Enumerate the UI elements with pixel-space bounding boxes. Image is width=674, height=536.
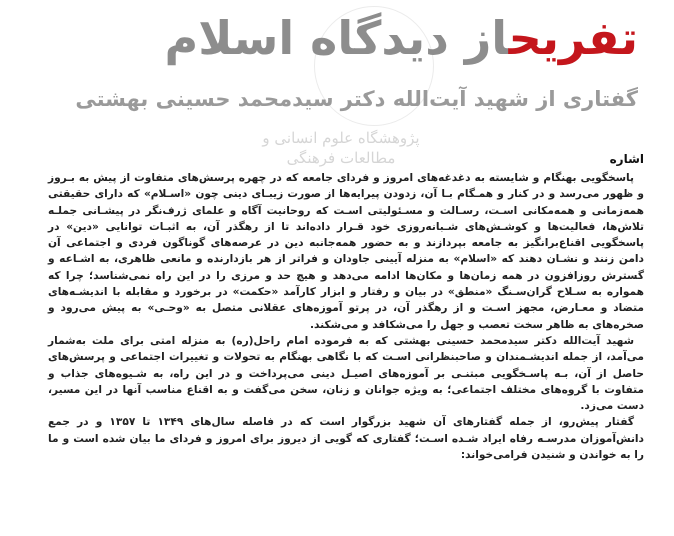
title-rest: از دیدگاه اسلام (164, 11, 509, 65)
page-title (165, 6, 638, 70)
title-highlight: تفریح (508, 11, 638, 65)
paragraph-3: گفتار پیش‌رو، از جمله گفتارهای آن شهید بزرگوار است که در فاصله سال‌های ۱۳۴۹ تا ۱۳۵۷ و در جمع دانش‌آموزان مدرسـه رفاه ایراد شـده اسـت؛ گفتاری که گویی از دیروز برای امروز و فردای ما بیان شده است و ما را به خواندن و شنیدن فرامی‌خواند: (48, 416, 644, 462)
subtitle: گفتاری از شهید آیت‌الله دکتر سیدمحمد حسینی بهشتی (75, 87, 638, 111)
paragraph-2: شهید آیت‌الله دکتر سیدمحمد حسینی بهشتی که به فرموده امام راحل(ره) به منزله امتی برای ملت به‌شمار می‌آمد، از جمله اندیشـمندان و صاحبنظرانی اسـت که با نگاهی بهنگام به تحولات و تغییرات اجتماعی و پرسش‌های حاصل از آن، بـه پاسـخگویی مبتنـی بر آموزه‌های اصیـل دینی می‌پرداخت و در این راه، به شـیوه‌های جذاب و متفاوت با گروه‌های مختلف اجتماعی؛ به ویژه جوانان و زنان، سخن می‌گفت و به اقناع مناسب آنها در این مسیر، دست می‌زد. (48, 334, 644, 413)
watermark-text: پژوهشگاه علوم انسانی و مطالعات فرهنگی (262, 129, 420, 167)
article-body (48, 170, 644, 463)
section-heading: اشاره (609, 152, 644, 166)
paragraph-1: پاسخگویی بهنگام و شایسته به دغدغه‌های امروز و فردای جامعه که در چهره پرسش‌های متفاوت از پیش به بـروز و ظهور می‌رسد و در کنار و همـگام بـا آن، زدودن پیرایه‌ها از صورت زیبـای دینی چون «اسـلام» که دارای حقیقتی همه‌زمانی و همه‌مکانی اسـت، رسـالت و مسـئولیتی اسـت که روحانیت آگاه و علمای ژرف‌نگر در پیشـانی جملـه تلاش‌ها، فعالیت‌ها و کوشـش‌های شـبانه‌روزی خود قـرار داده‌اند تا از رهگذر آن، به اثبـات توانایی «دین» در پاسخگویی اقناع‌برانگیز به جامعه بپردازند و به حضور همه‌جانبه دین در عرصه‌های گوناگون فردی و اجتماعی آن دامن زنند و نشـان دهند که «اسلام» به منزله آیینی جاودان و فراتر از هر بازدارنده و مانعی ظاهری، به اشـاعه و گسترش روزافزون در همه زمان‌ها و مکان‌ها ادامه می‌دهد و هیچ حد و مرزی را در این راه نمی‌شناسد؛ چرا که همواره به سـلاح گران‌سـنگ «منطق» در بیان و رفتار و ابزار کارآمد «حکمت» در برخورد و مقابله با اندیشـه‌های متضاد و معـارض، مجهز اسـت و از رهگذر آن، در پرتو آموزه‌های عقلانی متصل به «وحـی» به پیش می‌رود و صخره‌های به ظاهر سخت تعصب و جهل را می‌شکافد و می‌شکند. (48, 172, 644, 331)
